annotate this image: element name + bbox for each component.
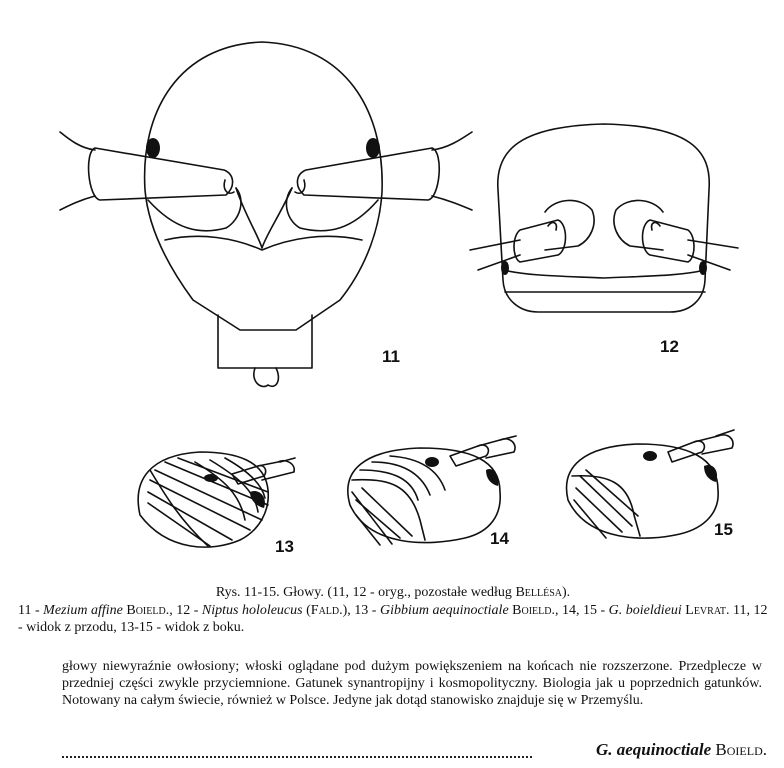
dotted-leader <box>62 756 532 758</box>
figure-caption-legend: 11 - Mezium affine Boield., 12 - Niptus hololeucus (Fald.), 13 - Gibbium aequinoctiale Boield., 14, 15 - G. boieldieui Levrat. 11, 12 - widok z przodu, 13-15 - widok z boku. <box>18 603 768 635</box>
key-species-name: G. aequinoctiale Boield. <box>595 740 767 759</box>
key-line <box>62 740 767 762</box>
figure-15-label: 15 <box>714 520 733 539</box>
body-paragraph: głowy niewyraźnie owłosiony; włoski oglądane pod dużym powiększeniem na końcach nie rozszerzone. Przedplecze w przedniej części zwykle przyciemnione. Gatunek synantropijny i kosmopolityczny. Biologia jak u poprzednich gatunków. Notowany na całym świecie, również w Polsce. Jedyne jak dotąd stanowisko znajduje się w Przemyślu. <box>62 659 762 708</box>
figure-14-label: 14 <box>490 529 509 548</box>
figure-13-head-drawing <box>138 452 295 547</box>
figure-12-head-drawing <box>470 124 738 312</box>
figure-11-head-drawing <box>60 42 472 386</box>
figure-13-label: 13 <box>275 537 294 556</box>
figure-12-label: 12 <box>660 337 679 356</box>
figure-caption-title: Rys. 11-15. Głowy. (11, 12 - oryg., pozostałe według Bellésa). <box>215 585 571 600</box>
figure-11-label: 11 <box>382 347 400 366</box>
figure-15-head-drawing <box>567 430 734 538</box>
